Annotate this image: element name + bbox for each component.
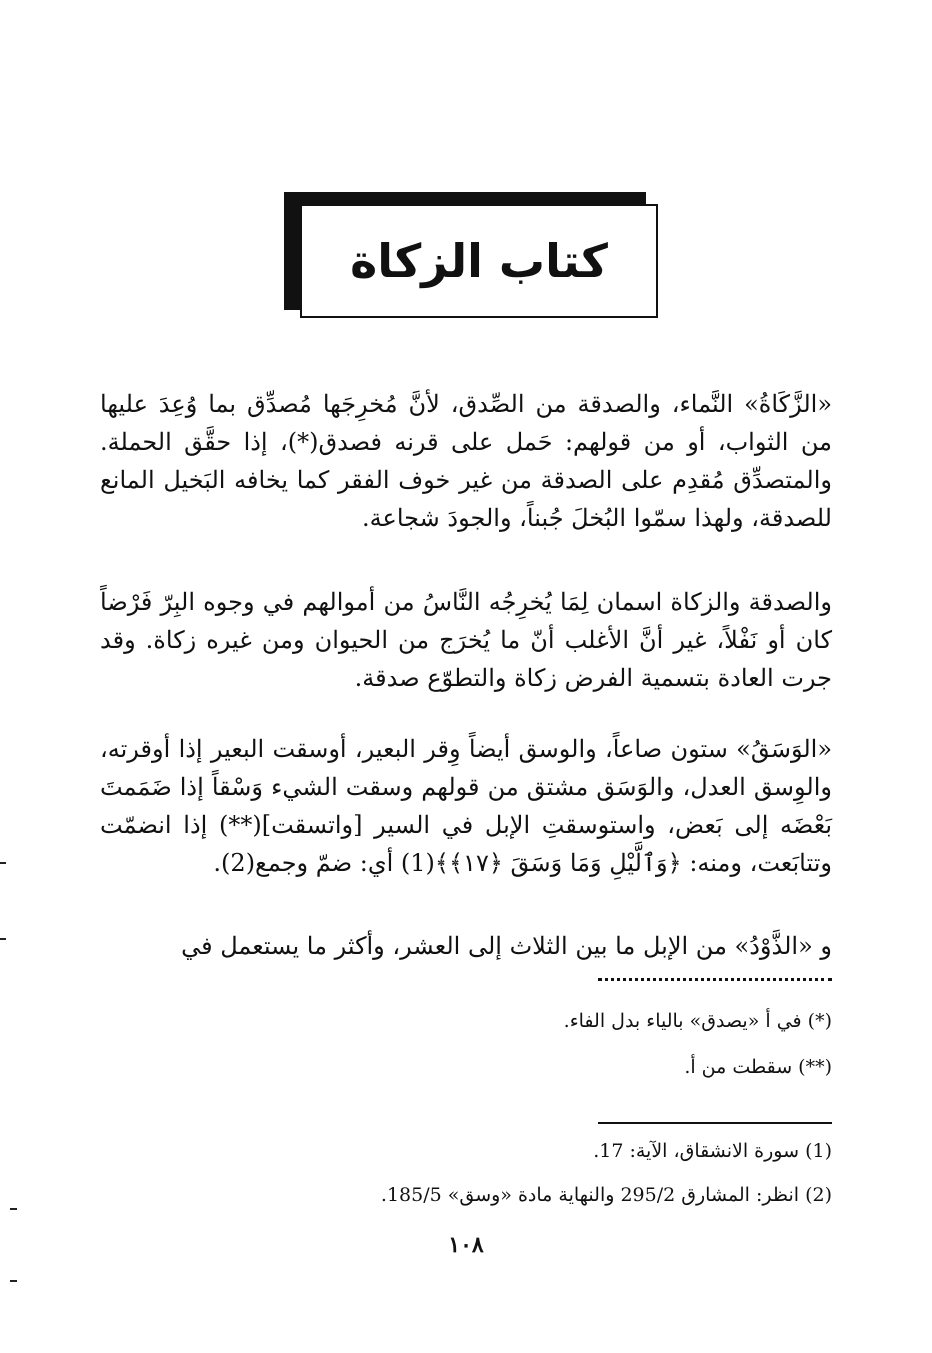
margin-mark: [0, 938, 6, 940]
footnote: (1) سورة الانشقاق، الآية: 17.: [593, 1140, 832, 1162]
chapter-title: كتاب الزكاة: [350, 234, 608, 288]
margin-mark: [10, 1208, 17, 1210]
chapter-title-box: [284, 192, 662, 326]
variant-note: (**) سقطت من أ.: [684, 1056, 832, 1078]
variant-note: (*) في أ «يصدق» بالياء بدل الفاء.: [563, 1010, 832, 1032]
paragraph-wasq-definition: «الوَسَقُ» ستون صاعاً، والوسق أيضاً وِقر البعير، أوسقت البعير إذا أوقرته، والوِسق العدل، والوَسَق مشتق من قولهم وسقت الشيء وَسْقاً إذا ضَمَمتَ بَعْضَه إلى بَعض، واستوسقتِ الإبل في السير [واتسقت](**) إذا انضمّت وتتابَعت، ومنه: ﴿وَٱلَّيْلِ وَمَا وَسَقَ ﴿١٧﴾﴾(1) أي: ضمّ وجمع(2).: [100, 735, 833, 877]
variant-notes-separator: [598, 978, 832, 981]
margin-mark: [0, 862, 6, 864]
footnotes-separator: [598, 1122, 832, 1124]
paragraph-dhawd-definition: و «الذَّوْدُ» من الإبل ما بين الثلاث إلى العشر، وأكثر ما يستعمل في: [181, 932, 832, 960]
margin-mark: [10, 1280, 17, 1282]
page-number: ١٠٨: [448, 1232, 484, 1258]
paragraph-zakat-definition: «الزَّكَاةُ» النَّماء، والصدقة من الصِّدق، لأنَّ مُخرِجَها مُصدِّق بما وُعِدَ عليها من الثواب، أو من قولهم: حَمل على قرنه فصدق(*)، إذا حقَّق الحملة. والمتصدِّق مُقدِم على الصدقة من غير خوف الفقر كما يخافه البَخيل المانع للصدقة، ولهذا سمّوا البُخلَ جُبناً، والجودَ شجاعة.: [100, 390, 832, 532]
paragraph-sadaqa-and-zakat: والصدقة والزكاة اسمان لِمَا يُخرِجُه النَّاسُ من أموالهم في وجوه البِرّ فَرْضاً كان أو نَفْلاً، غير أنَّ الأغلب أنّ ما يُخرَج من الحيوان ومن غيره زكاة. وقد جرت العادة بتسمية الفرض زكاة والتطوّع صدقة.: [100, 588, 832, 692]
footnote: (2) انظر: المشارق 295/2 والنهاية مادة «وسق» 185/5.: [380, 1184, 832, 1206]
